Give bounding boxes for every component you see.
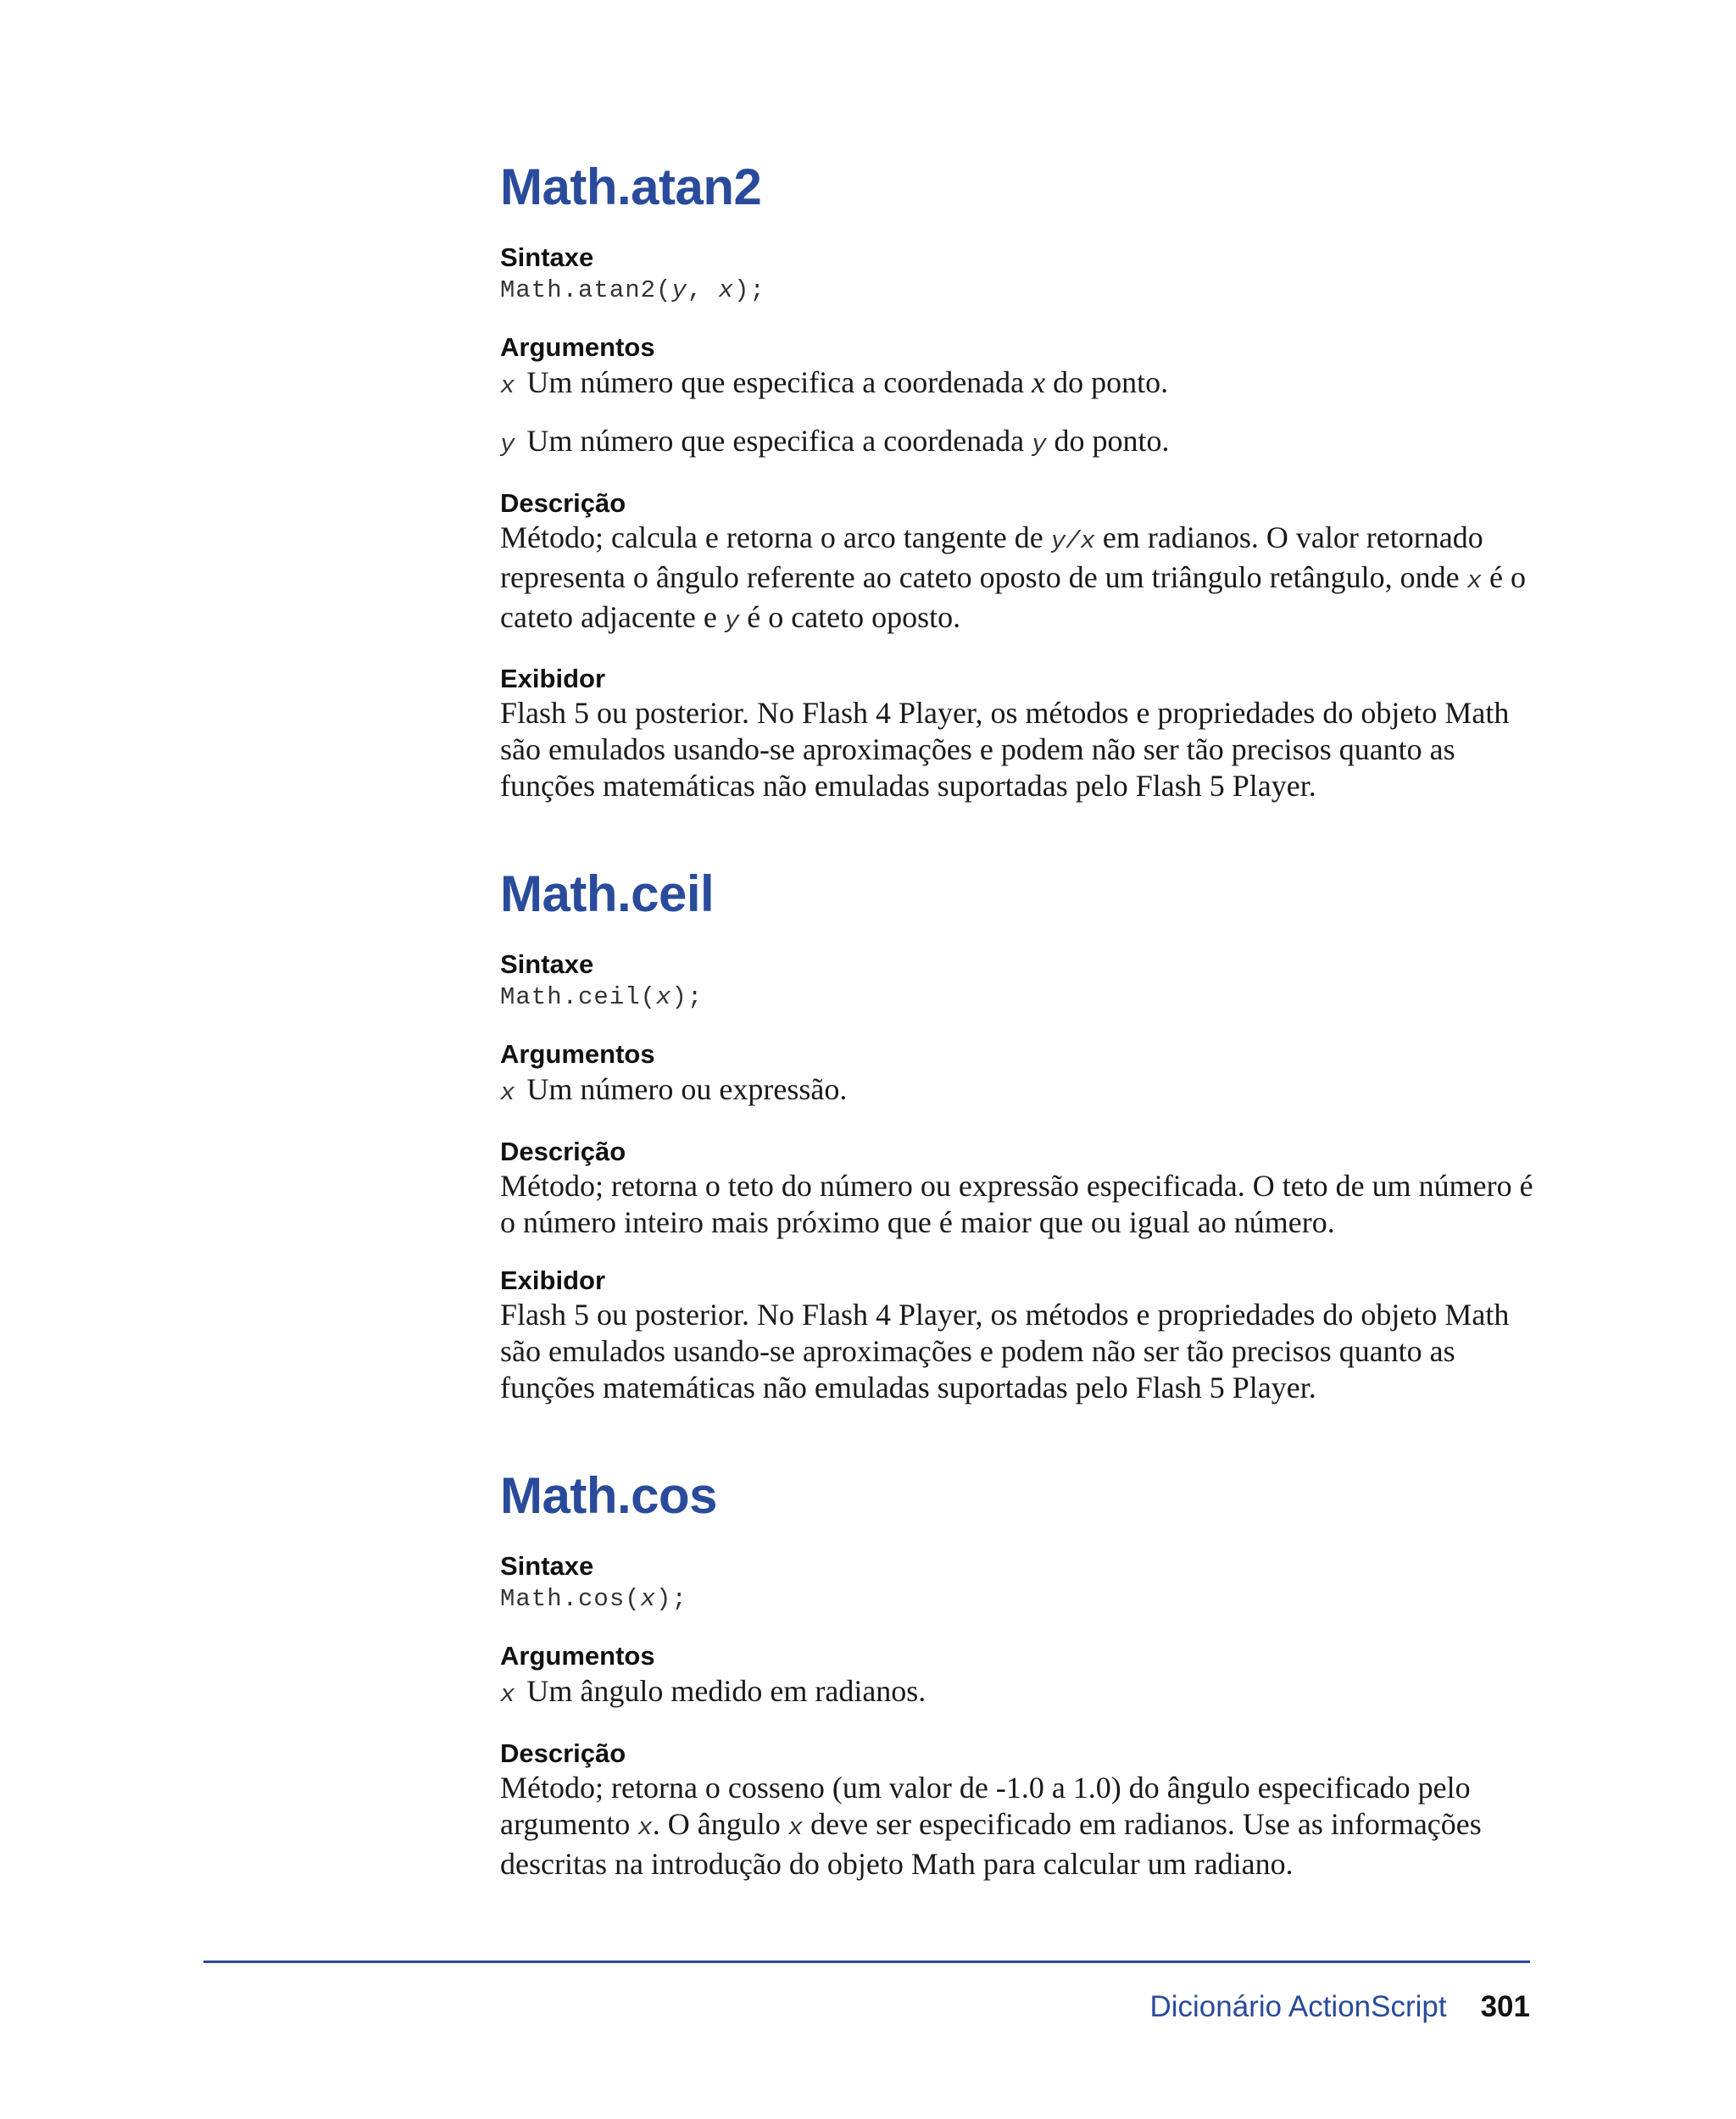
syntax-label: Sintaxe [500, 949, 594, 979]
description-text: Método; retorna o cosseno (um valor de -1.0 a 1.0) do ângulo especificado pelo argumento x. O ângulo x deve ser especificado em radianos. Use as informações descritas na introdução do objeto Math para calcular um radiano. [500, 1771, 1482, 1881]
description-label: Descrição [500, 488, 626, 518]
entry-title: Math.atan2 [500, 159, 762, 215]
syntax-code: Math.cos(x); [500, 1585, 687, 1613]
description-label: Descrição [500, 1738, 626, 1768]
arguments-label: Argumentos [500, 332, 655, 362]
page-number: 301 [1480, 1990, 1530, 2023]
entry-math-cos [500, 1466, 1534, 1883]
page-footer [1149, 1990, 1530, 2024]
description-label: Descrição [500, 1137, 626, 1166]
arguments-list [500, 364, 1534, 464]
arguments-label: Argumentos [500, 1641, 655, 1671]
description-text: Método; calcula e retorna o arco tangente de y/x em radianos. O valor retornado representa o ângulo referente ao cateto oposto de um triângulo retângulo, onde x é o cateto adjacente e y é o cateto oposto. [500, 520, 1526, 635]
arguments-list [500, 1071, 1534, 1112]
player-label: Exibidor [500, 664, 606, 693]
entry-math-ceil [500, 864, 1534, 1406]
arguments-label: Argumentos [500, 1039, 655, 1069]
player-label: Exibidor [500, 1265, 606, 1295]
footer-title: Dicionário ActionScript [1149, 1990, 1447, 2023]
player-text: Flash 5 ou posterior. No Flash 4 Player, os métodos e propriedades do objeto Math são emulados usando-se aproximações e podem não ser tão precisos quanto as funções matemáticas não emuladas suportadas pelo Flash 5 Player. [500, 1298, 1510, 1404]
argument-item: x Um número que especifica a coordenada x do ponto. [500, 365, 1169, 400]
entry-title: Math.cos [500, 1467, 718, 1524]
syntax-label: Sintaxe [500, 1551, 594, 1581]
entry-math-atan2 [500, 157, 1534, 804]
syntax-label: Sintaxe [500, 242, 594, 272]
syntax-code: Math.ceil(x); [500, 983, 704, 1011]
entry-title: Math.ceil [500, 865, 715, 922]
argument-item: x Um ângulo medido em radianos. [500, 1674, 926, 1709]
arguments-list [500, 1672, 1534, 1714]
argument-item: x Um número ou expressão. [500, 1072, 848, 1107]
syntax-code: Math.atan2(y, x); [500, 276, 765, 304]
page-content [500, 157, 1534, 1942]
footer-divider [203, 1960, 1530, 1963]
argument-item: y Um número que especifica a coordenada y do ponto. [500, 424, 1170, 459]
description-text: Método; retorna o teto do número ou expressão especificada. O teto de um número é o número inteiro mais próximo que é maior que ou igual ao número. [500, 1169, 1533, 1239]
player-text: Flash 5 ou posterior. No Flash 4 Player, os métodos e propriedades do objeto Math são emulados usando-se aproximações e podem não ser tão precisos quanto as funções matemáticas não emuladas suportadas pelo Flash 5 Player. [500, 696, 1510, 803]
